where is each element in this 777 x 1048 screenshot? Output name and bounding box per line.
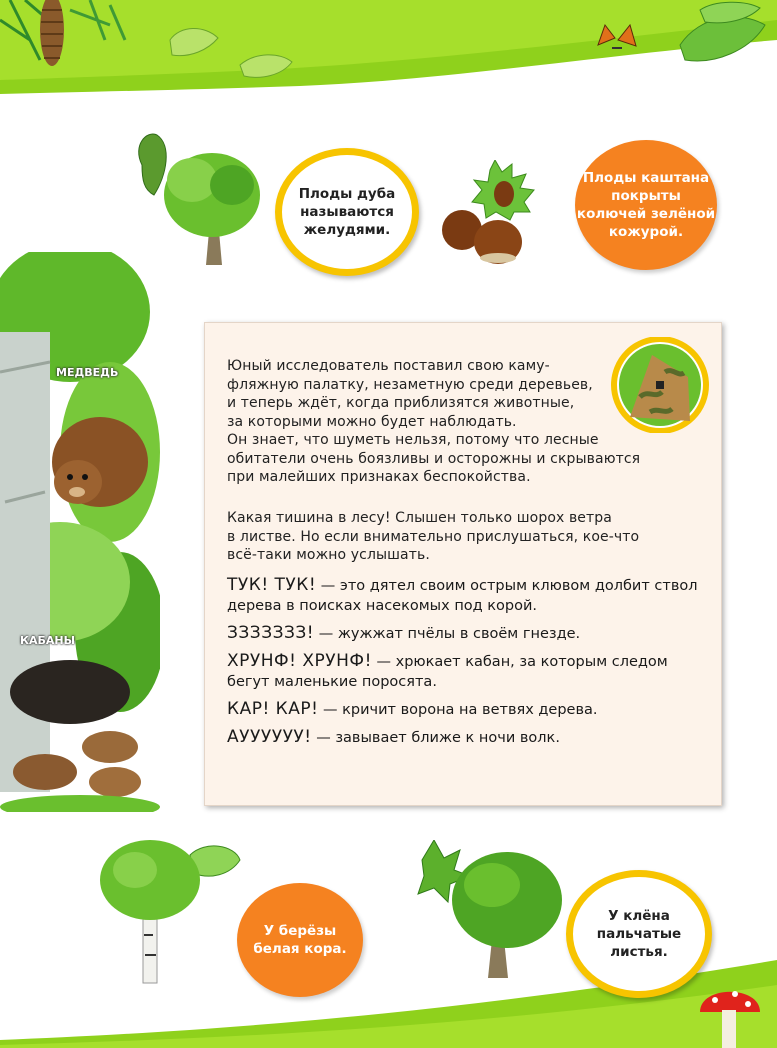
forest-animals-illustration: [0, 252, 160, 812]
sound-word: АУУУУУУ!: [227, 727, 312, 747]
maple-tree-illustration: [412, 840, 572, 980]
sound-description: — кричит ворона на ветвях дерева.: [318, 702, 598, 718]
sound-word: ЗЗЗЗЗЗЗ!: [227, 623, 315, 643]
oak-tree-illustration: [132, 125, 282, 270]
sound-word: КАР! КАР!: [227, 699, 319, 719]
maple-callout: [566, 870, 712, 998]
story-paragraph-2: Какая тишина в лесу! Слышен только шорох ветра в листве. Но если внимательно прислушаться, кое-что всё-таки можно услышать.: [227, 510, 640, 563]
sound-bees: [227, 623, 703, 644]
birch-callout: [237, 883, 363, 997]
sound-wolf: [227, 727, 703, 748]
sound-word: ХРУНФ! ХРУНФ!: [227, 651, 372, 671]
sound-word: ТУК! ТУК!: [227, 575, 317, 595]
top-green-band: [0, 0, 777, 110]
bear-icon: [52, 417, 148, 507]
sound-boar: [227, 651, 703, 692]
sound-description: — завывает ближе к ночи волк.: [311, 730, 560, 746]
chestnut-callout-text: Плоды каштана покрыты колючей зелёной кожурой.: [576, 169, 716, 241]
oak-callout: [275, 148, 419, 276]
sound-description: — это дятел своим острым клювом долбит ствол дерева в поисках насекомых под корой.: [227, 578, 698, 614]
story-paragraph-1: Юный исследователь поставил свою каму- фляжную палатку, незаметную среди деревьев, и теперь ждёт, когда приблизятся животные, за которыми можно будет наблюдать. Он знает, что шуметь нельзя, потому что лесные обитатели очень боязливы и осторожны и скрываются при малейших признаках беспокойства.: [227, 358, 641, 485]
story-panel: [204, 322, 722, 806]
oak-callout-text: Плоды дуба называются желудями.: [298, 185, 396, 239]
sound-description: — жужжат пчёлы в своём гнезде.: [314, 626, 581, 642]
sound-crow: [227, 699, 703, 720]
chestnut-illustration: [440, 160, 550, 270]
sound-description: — хрюкает кабан, за которым следом бегут маленькие поросята.: [227, 654, 668, 690]
boars-label: КАБАНЫ: [20, 634, 76, 647]
birch-tree-illustration: [95, 835, 245, 985]
bear-label: МЕДВЕДЬ: [56, 366, 119, 379]
maple-callout-text: У клёна пальчатые листья.: [596, 907, 682, 961]
chestnut-callout: [575, 140, 717, 270]
birch-callout-text: У берёзы белая кора.: [253, 922, 347, 957]
sound-woodpecker: [227, 575, 703, 616]
